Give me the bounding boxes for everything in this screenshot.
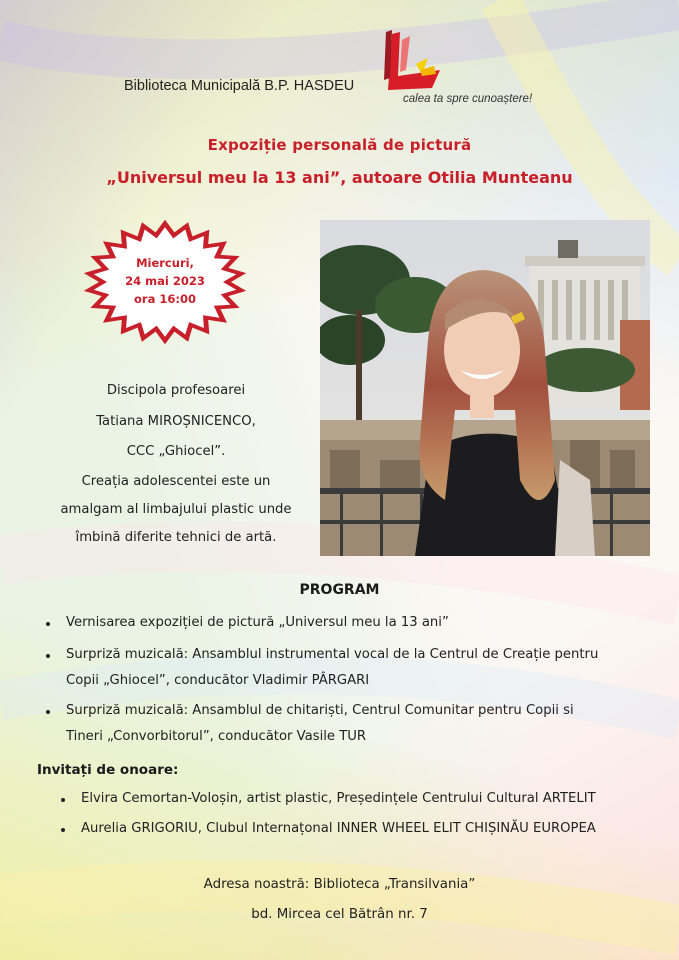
bullet-icon (61, 798, 65, 802)
bullet-icon (46, 622, 50, 626)
exhibition-subtitle: „Universul meu la 13 ani”, autoare Otilia Munteanu (106, 168, 573, 187)
description-line: CCC „Ghiocel”. (126, 444, 226, 459)
bullet-icon (46, 710, 50, 714)
program-item (66, 642, 598, 694)
bullet-icon (46, 654, 50, 658)
guest-item (81, 786, 596, 812)
program-item-text: Surpriză muzicală: Ansamblul de chitariști, Centrul Comunitar pentru Copii si (66, 703, 574, 718)
guests-heading: Invitați de onoare: (37, 762, 179, 778)
program-item (66, 610, 449, 636)
address-street: bd. Mircea cel Bătrân nr. 7 (251, 907, 428, 922)
address-line: Adresa noastră: Biblioteca „Transilvania” (203, 877, 476, 892)
bullet-icon (61, 828, 65, 832)
program-item-text: Tineri „Convorbitorul”, conducător Vasile TUR (66, 729, 367, 744)
program-item-text: Copii „Ghiocel”, conducător Vladimir PÂRGARI (66, 673, 370, 688)
program-item-text: Surpriză muzicală: Ansamblul instrumental vocal de la Centrul de Creație pentru (66, 647, 599, 662)
program-item (66, 698, 574, 750)
teacher-name: Tatiana MIROȘNICENCO, (96, 414, 256, 429)
description-line: Creația adolescentei este un (81, 474, 271, 489)
description-line: Discipola profesoarei (106, 383, 246, 398)
library-tagline: calea ta spre cunoaștere! (403, 93, 533, 105)
guest-item (81, 816, 596, 842)
program-heading: PROGRAM (299, 582, 380, 598)
library-name: Biblioteca Municipală B.P. HASDEU (124, 78, 355, 94)
library-logo-icon (376, 30, 456, 102)
exhibition-title: Expoziție personală de pictură (207, 136, 472, 154)
guest-item-text: Elvira Cemortan-Voloșin, artist plastic, Președințele Centrului Cultural ARTELIT (81, 791, 596, 806)
program-item-text: Vernisarea expoziției de pictură „Universul meu la 13 ani” (66, 615, 449, 630)
description-line: îmbină diferite tehnici de artă. (75, 530, 277, 545)
description-line: amalgam al limbajului plastic unde (60, 502, 292, 517)
event-date-text (80, 254, 250, 308)
artist-photo (320, 220, 650, 556)
event-time: ora 16:00 (134, 292, 196, 306)
event-day: Miercuri, (136, 256, 194, 270)
event-date: 24 mai 2023 (125, 274, 205, 288)
guest-item-text: Aurelia GRIGORIU, Clubul Internațonal INNER WHEEL ELIT CHIȘINĂU EUROPEA (81, 821, 596, 836)
